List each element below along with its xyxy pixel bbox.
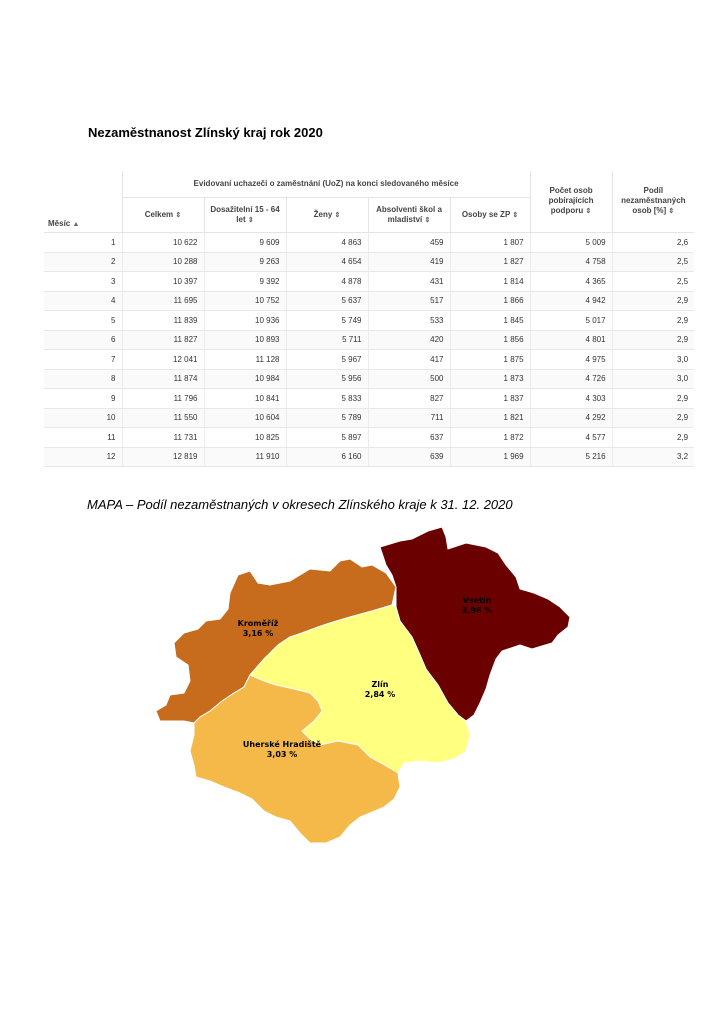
- table-cell-m: 8: [44, 369, 122, 389]
- table-cell-grad: 533: [368, 311, 450, 331]
- table-cell-grad: 827: [368, 389, 450, 409]
- table-row: [44, 369, 694, 389]
- map-value-uherske-hradiste: 3,03 %: [266, 750, 298, 759]
- table-cell-women: 5 637: [286, 291, 368, 311]
- table-cell-total: 11 731: [122, 428, 204, 448]
- map-value-kromeriz: 3,16 %: [242, 629, 274, 638]
- table-cell-share: 2,9: [612, 389, 694, 409]
- table-cell-total: 12 041: [122, 350, 204, 370]
- col-zp-header[interactable]: Osoby se ZP ⇕: [450, 198, 530, 233]
- sort-icon: ⇕: [585, 208, 592, 215]
- table-cell-m: 2: [44, 252, 122, 272]
- table-cell-share: 2,5: [612, 272, 694, 292]
- table-cell-support: 4 577: [530, 428, 612, 448]
- sort-icon: ⇕: [424, 216, 431, 224]
- table-cell-grad: 637: [368, 428, 450, 448]
- col-total-header[interactable]: Celkem ⇕: [122, 198, 204, 233]
- table-cell-m: 6: [44, 330, 122, 350]
- col-support-header[interactable]: Počet osob pobírajících podporu ⇕: [530, 171, 612, 233]
- table-cell-avail: 10 893: [204, 330, 286, 350]
- table-cell-share: 2,6: [612, 233, 694, 253]
- table-cell-women: 5 967: [286, 350, 368, 370]
- table-row: [44, 311, 694, 331]
- table-cell-women: 4 863: [286, 233, 368, 253]
- table-cell-avail: 10 936: [204, 311, 286, 331]
- district-map: [150, 525, 580, 850]
- col-women-header[interactable]: Ženy ⇕: [286, 198, 368, 233]
- table-cell-avail: 9 263: [204, 252, 286, 272]
- table-row: [44, 330, 694, 350]
- table-cell-support: 4 942: [530, 291, 612, 311]
- map-label-kromeriz: Kroměříž: [237, 619, 279, 628]
- table-cell-share: 2,9: [612, 428, 694, 448]
- table-cell-zp: 1 814: [450, 272, 530, 292]
- table-cell-women: 5 749: [286, 311, 368, 331]
- table-cell-women: 5 833: [286, 389, 368, 409]
- table-cell-share: 2,9: [612, 311, 694, 331]
- map-label-uherske-hradiste: Uherské Hradiště: [242, 740, 322, 749]
- table-cell-women: 4 878: [286, 272, 368, 292]
- table-cell-zp: 1 807: [450, 233, 530, 253]
- table-cell-avail: 10 825: [204, 428, 286, 448]
- table-cell-support: 4 303: [530, 389, 612, 409]
- table-cell-grad: 517: [368, 291, 450, 311]
- table-cell-avail: 9 392: [204, 272, 286, 292]
- group-header: Evidovaní uchazeči o zaměstnání (UoZ) na konci sledovaného měsíce: [122, 171, 530, 198]
- table-cell-support: 4 726: [530, 369, 612, 389]
- table-cell-total: 11 874: [122, 369, 204, 389]
- table-cell-women: 5 897: [286, 428, 368, 448]
- table-body: [44, 233, 694, 467]
- table-cell-women: 5 789: [286, 408, 368, 428]
- table-cell-women: 4 654: [286, 252, 368, 272]
- table-cell-total: 11 550: [122, 408, 204, 428]
- table-row: [44, 428, 694, 448]
- sort-asc-icon: ▲: [72, 221, 80, 228]
- table-cell-zp: 1 856: [450, 330, 530, 350]
- table-cell-avail: 10 984: [204, 369, 286, 389]
- table-cell-zp: 1 872: [450, 428, 530, 448]
- table-row: [44, 408, 694, 428]
- table-cell-grad: 639: [368, 447, 450, 467]
- table-cell-avail: 10 841: [204, 389, 286, 409]
- table-cell-share: 2,9: [612, 330, 694, 350]
- table-cell-share: 2,5: [612, 252, 694, 272]
- table-cell-share: 2,9: [612, 408, 694, 428]
- table-cell-total: 11 839: [122, 311, 204, 331]
- table-cell-avail: 10 752: [204, 291, 286, 311]
- table-cell-m: 9: [44, 389, 122, 409]
- table-cell-avail: 11 910: [204, 447, 286, 467]
- map-label-zlin: Zlín: [371, 680, 389, 689]
- table-row: [44, 350, 694, 370]
- table-cell-m: 10: [44, 408, 122, 428]
- table-cell-m: 3: [44, 272, 122, 292]
- table-cell-total: 10 622: [122, 233, 204, 253]
- table-cell-share: 3,0: [612, 350, 694, 370]
- table-row: [44, 447, 694, 467]
- table-row: [44, 252, 694, 272]
- table-cell-women: 6 160: [286, 447, 368, 467]
- table-cell-grad: 500: [368, 369, 450, 389]
- table-cell-zp: 1 837: [450, 389, 530, 409]
- table-row: [44, 233, 694, 253]
- table-cell-m: 7: [44, 350, 122, 370]
- table-cell-support: 4 365: [530, 272, 612, 292]
- table-cell-m: 12: [44, 447, 122, 467]
- table-cell-share: 3,0: [612, 369, 694, 389]
- table-cell-m: 1: [44, 233, 122, 253]
- table-row: [44, 291, 694, 311]
- col-month-header[interactable]: Měsíc ▲: [44, 171, 122, 233]
- table-cell-support: 4 292: [530, 408, 612, 428]
- table-cell-zp: 1 827: [450, 252, 530, 272]
- table-cell-zp: 1 821: [450, 408, 530, 428]
- table-row: [44, 272, 694, 292]
- table-cell-support: 5 017: [530, 311, 612, 331]
- table-cell-support: 5 216: [530, 447, 612, 467]
- table-cell-grad: 711: [368, 408, 450, 428]
- table-cell-total: 10 397: [122, 272, 204, 292]
- map-value-zlin: 2,84 %: [364, 690, 396, 699]
- table-cell-grad: 431: [368, 272, 450, 292]
- table-cell-avail: 9 609: [204, 233, 286, 253]
- table-cell-m: 11: [44, 428, 122, 448]
- table-cell-total: 11 695: [122, 291, 204, 311]
- table-cell-total: 11 827: [122, 330, 204, 350]
- table-cell-support: 5 009: [530, 233, 612, 253]
- map-label-vsetin: Vsetín: [462, 596, 492, 605]
- table-cell-m: 5: [44, 311, 122, 331]
- table-cell-grad: 459: [368, 233, 450, 253]
- table-cell-avail: 11 128: [204, 350, 286, 370]
- sort-icon: ⇕: [334, 211, 341, 219]
- sort-icon: ⇕: [175, 211, 182, 219]
- table-cell-total: 12 819: [122, 447, 204, 467]
- table-cell-zp: 1 969: [450, 447, 530, 467]
- table-cell-m: 4: [44, 291, 122, 311]
- table-cell-women: 5 956: [286, 369, 368, 389]
- map-title: MAPA – Podíl nezaměstnaných v okresech Zlínského kraje k 31. 12. 2020: [87, 497, 513, 512]
- page-title: Nezaměstnanost Zlínský kraj rok 2020: [88, 125, 323, 140]
- table-cell-total: 10 288: [122, 252, 204, 272]
- table-cell-share: 2,9: [612, 291, 694, 311]
- table-cell-zp: 1 866: [450, 291, 530, 311]
- table-cell-support: 4 801: [530, 330, 612, 350]
- table-cell-support: 4 758: [530, 252, 612, 272]
- table-row: [44, 389, 694, 409]
- map-value-vsetin: 3,96 %: [461, 606, 493, 615]
- table-cell-women: 5 711: [286, 330, 368, 350]
- col-share-header[interactable]: Podíl nezaměstnaných osob [%] ⇕: [612, 171, 694, 233]
- table-cell-grad: 420: [368, 330, 450, 350]
- sort-icon: ⇕: [247, 216, 254, 224]
- unemployment-table: [44, 171, 694, 462]
- table-cell-zp: 1 845: [450, 311, 530, 331]
- sort-icon: ⇕: [512, 211, 519, 219]
- table-cell-zp: 1 875: [450, 350, 530, 370]
- table-cell-zp: 1 873: [450, 369, 530, 389]
- sort-icon: ⇕: [668, 208, 675, 215]
- col-available-header[interactable]: Dosažitelní 15 - 64 let ⇕: [204, 198, 286, 233]
- table-cell-share: 3,2: [612, 447, 694, 467]
- table-cell-grad: 417: [368, 350, 450, 370]
- table-cell-support: 4 975: [530, 350, 612, 370]
- table-cell-avail: 10 604: [204, 408, 286, 428]
- table-cell-grad: 419: [368, 252, 450, 272]
- col-graduates-header[interactable]: Absolventi škol a mladiství ⇕: [368, 198, 450, 233]
- table-cell-total: 11 796: [122, 389, 204, 409]
